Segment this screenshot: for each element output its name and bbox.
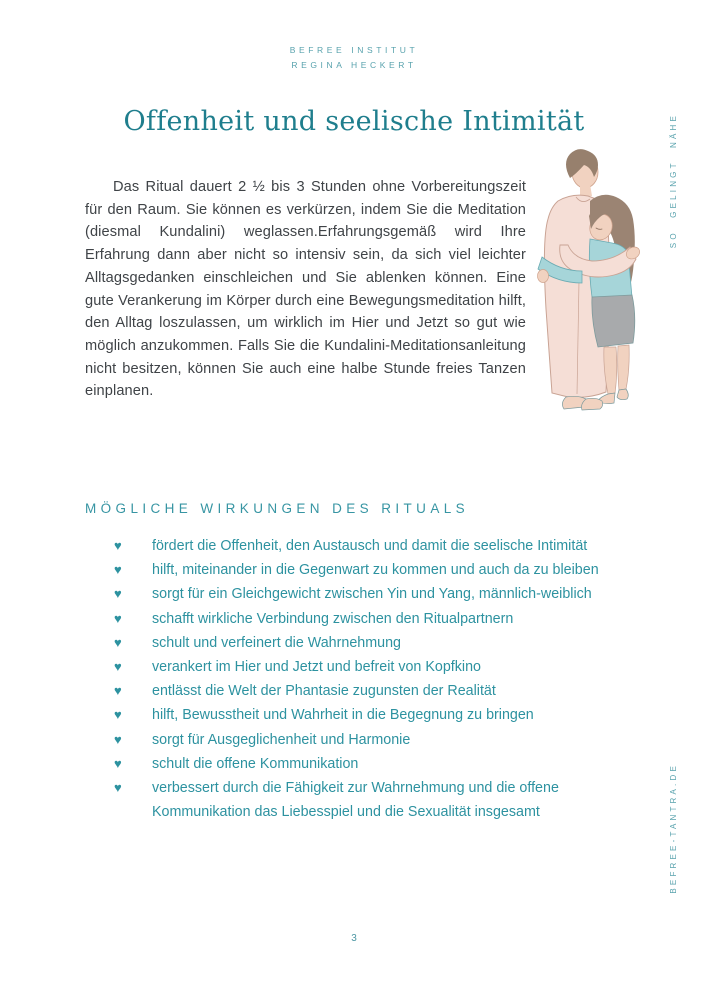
heart-bullet-icon: ♥ (114, 586, 122, 602)
page-number: 3 (351, 933, 357, 944)
list-item-text: schafft wirkliche Verbindung zwischen den Ritualpartnern (152, 610, 514, 627)
list-item (114, 631, 629, 655)
publisher-name: BEFREE INSTITUT (289, 45, 419, 55)
heart-bullet-icon: ♥ (114, 683, 122, 699)
heart-bullet-icon: ♥ (114, 780, 122, 796)
list-item-text: entlässt die Welt der Phantasie zugunsten der Realität (152, 683, 496, 700)
list-item (114, 703, 629, 727)
list-item (114, 679, 629, 703)
list-item-text: schult und verfeinert die Wahrnehmung (152, 634, 402, 651)
heart-bullet-icon: ♥ (114, 755, 122, 771)
list-item (114, 776, 629, 824)
heart-bullet-icon: ♥ (114, 634, 122, 650)
effects-list (114, 534, 629, 824)
heart-bullet-icon: ♥ (114, 538, 122, 553)
list-item-text: hilft, miteinander in die Gegenwart zu kommen und auch da zu bleiben (152, 562, 599, 579)
heart-bullet-icon: ♥ (114, 731, 122, 747)
hugging-couple-illustration (530, 149, 662, 421)
list-item (114, 728, 629, 752)
margin-text-top: SO GELINGT NÄHE (669, 113, 678, 249)
list-item-text: verankert im Hier und Jetzt und befreit von Kopfkino (152, 659, 481, 676)
page-title: Offenheit und seelische Intimität (123, 106, 585, 137)
list-item (114, 655, 629, 679)
list-item-text: schult die offene Kommunikation (152, 755, 359, 772)
list-item-text: verbessert durch die Fähigkeit zur Wahrnehmung und die offene Kommunikation das Liebesspiel und die Sexualität insgesamt (152, 780, 559, 821)
list-item-text: hilft, Bewusstheit und Wahrheit in die Begegnung zu bringen (152, 707, 534, 724)
author-name: REGINA HECKERT (291, 59, 417, 70)
intro-paragraph: Das Ritual dauert 2 ½ bis 3 Stunden ohne Vorbereitungszeit für den Raum. Sie können es verkürzen, indem Sie die Meditation (diesmal Kundalini) weglassen.Erfahrungsgemäß wird Ihre Erfahrung dann aber nicht so intensiv sein, da sich viel leichter Alltagsgedanken einschleichen und Sie ablenken können. Eine gute Verankerung im Körper durch eine Bewegungsmeditation hilft, den Alltag loszulassen, um wirklich im Hier und Jetzt so gut wie möglich anzukommen. Falls Sie die Kundalini-Meditationsanleitung nicht besitzen, können Sie auch eine halbe Stunde freies Tanzen einplanen. (85, 179, 526, 400)
document-header (0, 43, 708, 72)
list-item-text: sorgt für ein Gleichgewicht zwischen Yin und Yang, männlich-weiblich (152, 586, 592, 603)
list-item-text: sorgt für Ausgeglichenheit und Harmonie (152, 731, 411, 748)
list-item (114, 582, 629, 606)
list-item (114, 752, 629, 776)
hugging-couple-svg (530, 149, 662, 421)
list-item (114, 607, 629, 631)
heart-bullet-icon: ♥ (114, 707, 122, 723)
list-item (114, 534, 629, 558)
heart-bullet-icon: ♥ (114, 659, 122, 675)
heart-bullet-icon: ♥ (114, 610, 122, 626)
margin-text-website: BEFREE-TANTRA.DE (669, 763, 678, 894)
list-item (114, 558, 629, 582)
section-heading: MÖGLICHE WIRKUNGEN DES RITUALS (85, 501, 470, 516)
list-item-text: fördert die Offenheit, den Austausch und damit die seelische Intimität (152, 538, 588, 554)
heart-bullet-icon: ♥ (114, 562, 122, 578)
